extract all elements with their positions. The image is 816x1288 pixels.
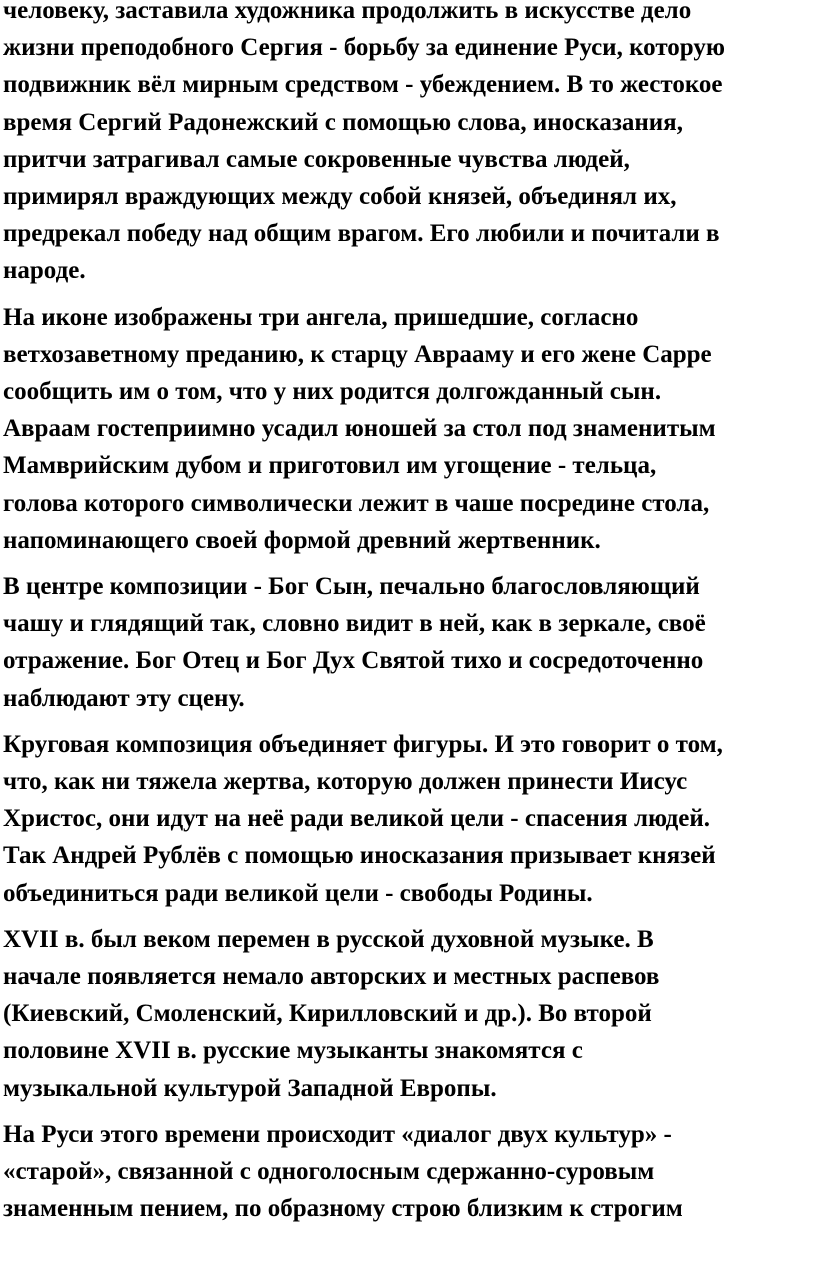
text-line: Мамврийским дубом и приготовил им угощение - тельца, <box>3 452 657 480</box>
document-page <box>3 0 815 1237</box>
text-line: жизни преподобного Сергия - борьбу за единение Руси, которую <box>3 34 725 62</box>
text-line: напоминающего своей формой древний жертвенник. <box>3 526 601 554</box>
text-line: притчи затрагивал самые сокровенные чувства людей, <box>3 145 630 173</box>
text-line: наблюдают эту сцену. <box>3 684 245 712</box>
text-line: начале появляется немало авторских и местных распевов <box>3 963 660 991</box>
text-line: половине XVII в. русские музыканты знакомятся с <box>3 1037 583 1065</box>
text-line: примирял враждующих между собой князей, объединял их, <box>3 183 677 211</box>
text-line: голова которого символически лежит в чаше посредине стола, <box>3 489 710 517</box>
paragraph-composition-center <box>3 568 815 717</box>
text-line: Круговая композиция объединяет фигуры. И это говорит о том, <box>3 730 723 758</box>
text-line: На иконе изображены три ангела, пришедшие, согласно <box>3 303 639 331</box>
text-line: объединиться ради великой цели - свободы Родины. <box>3 879 593 907</box>
text-line: На Руси этого времени происходит «диалог двух культур» - <box>3 1120 672 1148</box>
text-line: сообщить им о том, что у них родится долгожданный сын. <box>3 378 662 406</box>
text-line: знаменным пением, по образному строю близким к строгим <box>3 1195 683 1223</box>
text-line: чашу и глядящий так, словно видит в ней, как в зеркале, своё <box>3 610 706 638</box>
text-line: Христос, они идут на неё ради великой цели - спасения людей. <box>3 805 711 833</box>
text-line: (Киевский, Смоленский, Кирилловский и др.). Во второй <box>3 1000 652 1028</box>
text-line: человеку, заставила художника продолжить в искусстве дело <box>3 0 692 24</box>
paragraph-xvii-century <box>3 921 815 1107</box>
text-line: В центре композиции - Бог Сын, печально благословляющий <box>3 573 700 601</box>
text-line: народе. <box>3 257 86 285</box>
text-line: «старой», связанной с одноголосным сдержанно-суровым <box>3 1158 655 1186</box>
text-line: время Сергий Радонежский с помощью слова, иносказания, <box>3 108 683 136</box>
paragraph-sergius <box>3 0 815 290</box>
paragraph-circular-composition <box>3 726 815 912</box>
paragraph-two-cultures <box>3 1116 815 1228</box>
text-line: предрекал победу над общим врагом. Его любили и почитали в <box>3 220 720 248</box>
text-line: Авраам гостеприимно усадил юношей за стол под знаменитым <box>3 415 716 443</box>
text-line: отражение. Бог Отец и Бог Дух Святой тихо и сосредоточенно <box>3 647 704 675</box>
text-line: ветхозаветному преданию, к старцу Аврааму и его жене Сарре <box>3 340 712 368</box>
text-line: XVII в. был веком перемен в русской духовной музыке. В <box>3 925 654 953</box>
text-line: подвижник вёл мирным средством - убеждением. В то жестокое <box>3 71 723 99</box>
text-line: музыкальной культурой Западной Европы. <box>3 1074 497 1102</box>
paragraph-icon-angels <box>3 299 815 559</box>
text-line: Так Андрей Рублёв с помощью иносказания призывает князей <box>3 842 716 870</box>
text-line: что, как ни тяжела жертва, которую должен принести Иисус <box>3 768 688 796</box>
